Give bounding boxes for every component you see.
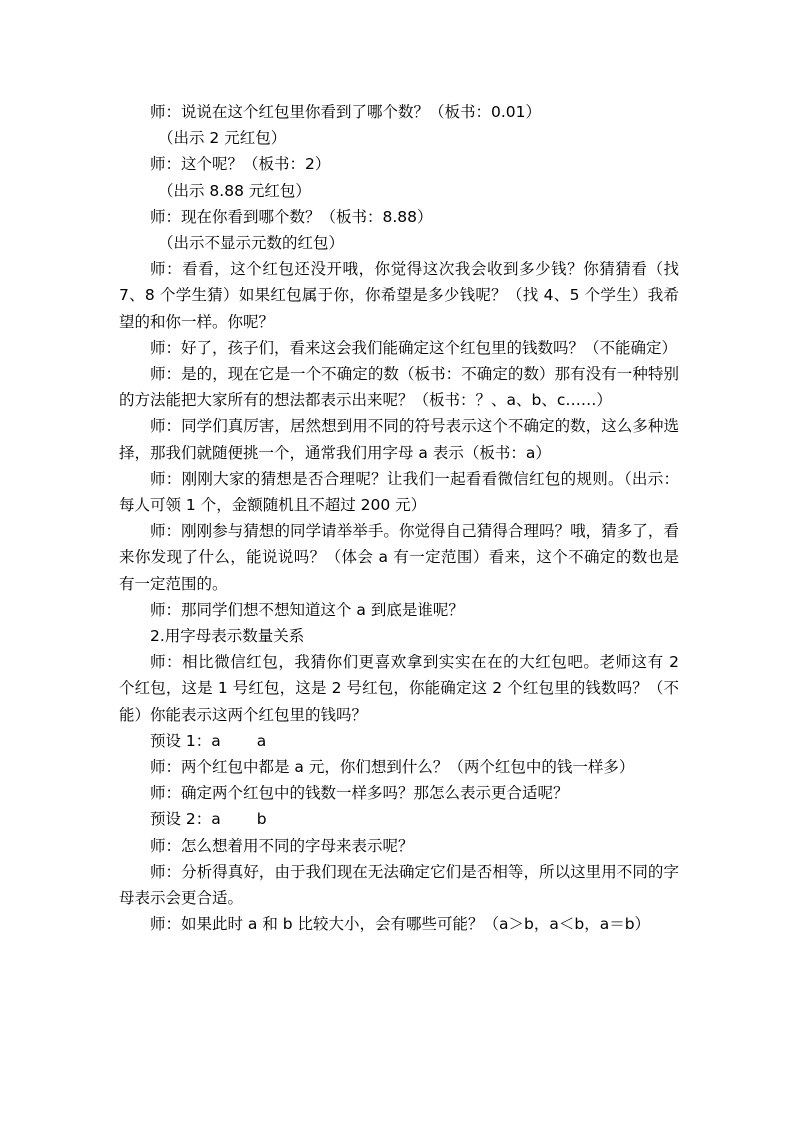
paragraph-7: 师：看看，这个红包还没开哦，你觉得这次我会收到多少钱？你猜猜看（找 7、8 个学生猜）如果红包属于你，你希望是多少钱呢？（找 4、5 个学生）我希望的和你一样。你呢？ <box>119 260 679 331</box>
paragraph-12: 师：刚刚参与猜想的同学请举举手。你觉得自己猜得合理吗？哦，猜多了，看来你发现了什么，能说说吗？（体会 a 有一定范围）看来，这个不确定的数也是有一定范围的。 <box>119 522 679 593</box>
paragraph-22: 师：如果此时 a 和 b 比较大小，会有哪些可能？（a＞b，a＜b，a＝b） <box>150 915 651 934</box>
paragraph-19: 预设 2：a b <box>150 810 267 829</box>
paragraph-2: （出示 2 元红包） <box>158 129 287 148</box>
paragraph-1: 师：说说在这个红包里你看到了哪个数？（板书：0.01） <box>150 103 542 121</box>
paragraph-21: 师：分析得真好，由于我们现在无法确定它们是否相等，所以这里用不同的字母表示会更合适。 <box>119 862 679 908</box>
paragraph-11: 师：刚刚大家的猜想是否合理呢？让我们一起看看微信红包的规则。（出示：每人可领 1 个，金额随机且不超过 200 元） <box>119 469 679 515</box>
document-body <box>119 99 679 938</box>
paragraph-15: 师：相比微信红包，我猜你们更喜欢拿到实实在在的大红包吧。老师这有 2 个红包，这是 1 号红包，这是 2 号红包，你能确定这 2 个红包里的钱数吗？（不能）你能表示这两个红包里的钱吗？ <box>119 653 679 724</box>
paragraph-4: （出示 8.88 元红包） <box>158 181 311 200</box>
paragraph-10: 师：同学们真厉害，居然想到用不同的符号表示这个不确定的数，这么多种选择，那我们就随便挑一个，通常我们用字母 a 表示（板书：a） <box>119 417 679 462</box>
paragraph-6: （出示不显示元数的红包） <box>158 234 345 253</box>
section-heading: 2.用字母表示数量关系 <box>150 627 305 646</box>
paragraph-3: 师：这个呢？（板书：2） <box>150 155 331 174</box>
paragraph-20: 师：怎么想着用不同的字母来表示呢？ <box>150 836 414 855</box>
paragraph-8: 师：好了，孩子们，看来这会我们能确定这个红包里的钱数吗？（不能确定） <box>150 338 678 357</box>
paragraph-18: 师：确定两个红包中的钱数一样多吗？那怎么表示更合适呢？ <box>150 784 569 803</box>
paragraph-5: 师：现在你看到哪个数？（板书：8.88） <box>150 207 433 226</box>
paragraph-17: 师：两个红包中都是 a 元，你们想到什么？（两个红包中的钱一样多） <box>150 758 635 777</box>
paragraph-16: 预设 1：a a <box>150 731 267 750</box>
paragraph-9: 师：是的，现在它是一个不确定的数（板书：不确定的数）那有没有一种特别的方法能把大家所有的想法都表示出来呢？（板书：？、a、b、c……） <box>119 365 679 410</box>
paragraph-13: 师：那同学们想不想知道这个 a 到底是谁呢？ <box>150 600 464 619</box>
